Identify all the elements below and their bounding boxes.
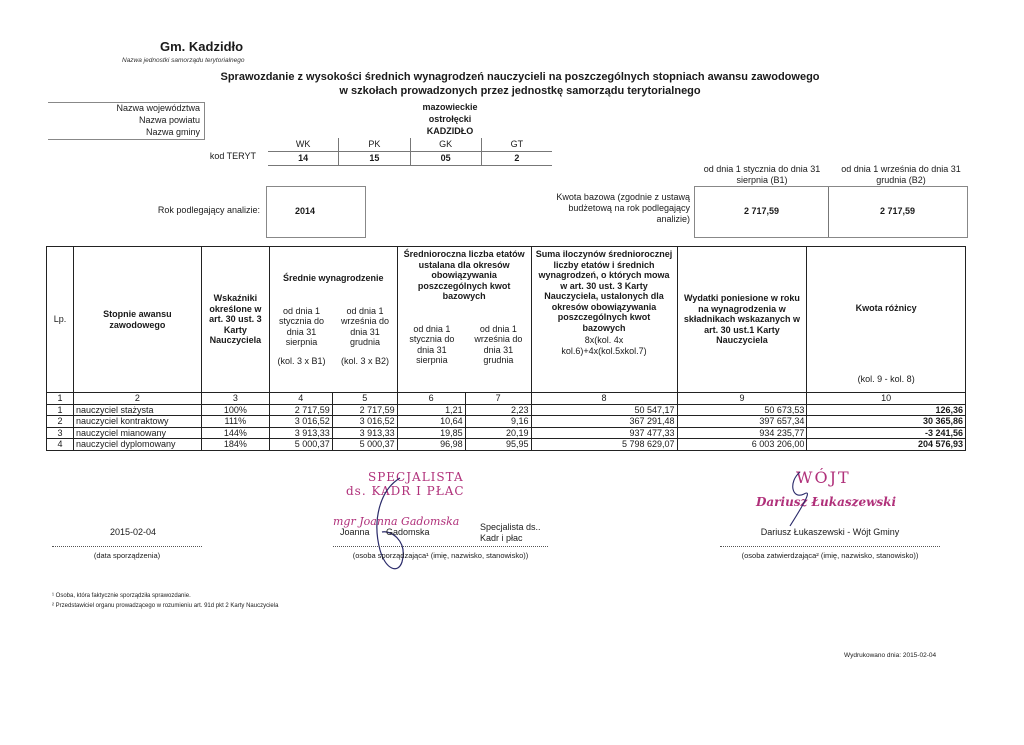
cell-roznica: 126,36	[807, 404, 966, 416]
header-etaty: Średnioroczna liczba etatów ustalana dla okresów obowiązywania poszczególnych kwot bazowych	[403, 249, 525, 301]
header-etaty-group	[397, 247, 531, 393]
cell-wskaznik: 184%	[201, 439, 269, 451]
cell-wydatki: 50 673,53	[677, 404, 807, 416]
table-row	[47, 439, 966, 451]
table-row	[47, 404, 966, 416]
handwritten-signature-icon	[360, 470, 430, 580]
colnum-10: 10	[807, 393, 966, 405]
approver-line	[720, 546, 940, 547]
kwota-bazowa-label: Kwota bazowa (zgodnie z ustawą budżetową na rok podlegający analizie)	[556, 192, 690, 224]
colnum-3: 3	[201, 393, 269, 405]
column-number-row	[47, 393, 966, 405]
header-roznica: Kwota różnicy	[855, 303, 917, 313]
report-title	[150, 70, 890, 98]
header-suma-formula: 8x(kol. 4x kol.6)+4x(kol.5xkol.7)	[561, 335, 647, 356]
cell-suma: 937 477,33	[531, 427, 677, 439]
admin-value-wojewodztwo: mazowieckie	[422, 102, 478, 112]
cell-srednie-b2: 3 016,52	[332, 416, 397, 428]
cell-etaty-b1: 96,98	[397, 439, 465, 451]
teryt-value-pk: 15	[339, 152, 410, 166]
cell-wskaznik: 100%	[201, 404, 269, 416]
header-srednie-b2-kol: (kol. 3 x B2)	[340, 355, 389, 366]
cell-wskaznik: 111%	[201, 416, 269, 428]
cell-etaty-b2: 9,16	[465, 416, 531, 428]
header-srednie-b2-block	[333, 306, 396, 367]
teryt-header-gk: GK	[410, 138, 481, 152]
header-srednie-b1-block	[270, 306, 333, 367]
report-title-line2: w szkołach prowadzonych przez jednostkę samorządu terytorialnego	[339, 85, 701, 97]
cell-lp: 2	[47, 416, 74, 428]
teryt-label: kod TERYT	[209, 151, 256, 161]
cell-roznica: -3 241,56	[807, 427, 966, 439]
teryt-header-gt: GT	[481, 138, 552, 152]
printed-date: Wydrukowano dnia: 2015-02-04	[844, 652, 937, 659]
stamp-wojt-name: Dariusz Łukaszewski	[756, 495, 897, 509]
approver-caption: (osoba zatwierdzająca² (imię, nazwisko, stanowisko))	[741, 551, 919, 560]
cell-wydatki: 934 235,77	[677, 427, 807, 439]
cell-wydatki: 6 003 206,00	[677, 439, 807, 451]
table-row	[47, 427, 966, 439]
colnum-1: 1	[47, 393, 74, 405]
cell-etaty-b1: 1,21	[397, 404, 465, 416]
teryt-value-wk: 14	[268, 152, 339, 166]
cell-stopien: nauczyciel dyplomowany	[73, 439, 201, 451]
kwota-box	[694, 186, 968, 238]
header-roznica-kol: (kol. 9 - kol. 8)	[857, 373, 915, 384]
year-label: Rok podlegający analizie:	[157, 205, 260, 215]
kwota-b1: 2 717,59	[743, 206, 780, 216]
cell-suma: 50 547,17	[531, 404, 677, 416]
period-b1: od dnia 1 stycznia do dnia 31 sierpnia (B1)	[703, 164, 821, 185]
colnum-9: 9	[677, 393, 807, 405]
date-caption: (data sporządzenia)	[93, 551, 161, 560]
header-srednie: Średnie wynagrodzenie	[282, 273, 384, 283]
cell-srednie-b2: 3 913,33	[332, 427, 397, 439]
preparer-caption: (osoba sporządzająca¹ (imię, nazwisko, stanowisko))	[352, 551, 529, 560]
approver-name: Dariusz Łukaszewski - Wójt Gminy	[760, 527, 900, 537]
cell-wydatki: 397 657,34	[677, 416, 807, 428]
header-stopnie: Stopnie awansu zawodowego	[73, 247, 201, 393]
cell-srednie-b1: 2 717,59	[269, 404, 332, 416]
admin-block	[48, 102, 205, 140]
year-box	[266, 186, 366, 238]
admin-label-wojewodztwo: Nazwa województwa	[116, 103, 200, 113]
cell-stopien: nauczyciel mianowany	[73, 427, 201, 439]
admin-value-powiat: ostrołęcki	[428, 114, 472, 124]
cell-srednie-b1: 3 016,52	[269, 416, 332, 428]
report-title-line1: Sprawozdanie z wysokości średnich wynagrodzeń nauczycieli na poszczególnych stopniach awansu zawodowego	[220, 71, 820, 83]
header-wskazniki: Wskaźniki określone w art. 30 ust. 3 Karty Nauczyciela	[201, 247, 269, 393]
teryt-header-wk: WK	[268, 138, 339, 152]
colnum-5: 5	[332, 393, 397, 405]
gmina-subtitle: Nazwa jednostki samorządu terytorialnego	[122, 57, 245, 64]
teryt-header-pk: PK	[339, 138, 410, 152]
cell-lp: 1	[47, 404, 74, 416]
cell-etaty-b2: 20,19	[465, 427, 531, 439]
header-srednie-b1: od dnia 1 stycznia do dnia 31 sierpnia	[279, 305, 325, 347]
stamp-specjalista-signature: mgr Joanna Gadomska	[333, 515, 460, 528]
footnote-1: ¹ Osoba, która faktycznie sporządziła sprawozdanie.	[52, 593, 191, 599]
date-line	[52, 546, 202, 547]
teryt-value-gt: 2	[481, 152, 552, 166]
header-lp: Lp.	[47, 247, 74, 393]
cell-etaty-b1: 19,85	[397, 427, 465, 439]
cell-roznica: 30 365,86	[807, 416, 966, 428]
cell-suma: 367 291,48	[531, 416, 677, 428]
preparer-role: Specjalista ds.. Kadr i płac	[480, 522, 541, 543]
header-suma: Suma iloczynów średniorocznej liczby etatów i średnich wynagrodzeń, o których mowa w art. 30 ust. 3 Karty Nauczyciela, ustalonych dla okresów obowiązywania poszczególnych kwot bazowych	[535, 249, 673, 333]
cell-suma: 5 798 629,07	[531, 439, 677, 451]
cell-etaty-b2: 95,95	[465, 439, 531, 451]
teryt-value-gk: 05	[410, 152, 481, 166]
cell-wskaznik: 144%	[201, 427, 269, 439]
header-suma-block	[531, 247, 677, 393]
cell-stopien: nauczyciel kontraktowy	[73, 416, 201, 428]
stamp-wojt-title: WÓJT	[796, 468, 851, 487]
colnum-4: 4	[269, 393, 332, 405]
cell-srednie-b1: 5 000,37	[269, 439, 332, 451]
colnum-7: 7	[465, 393, 531, 405]
main-table	[46, 246, 966, 451]
cell-srednie-b2: 5 000,37	[332, 439, 397, 451]
period-b2: od dnia 1 września do dnia 31 grudnia (B2)	[841, 164, 961, 185]
admin-label-gmina: Nazwa gminy	[145, 127, 200, 137]
header-wydatki: Wydatki poniesione w roku na wynagrodzenia w składnikach wskazanych w art. 30 ust.1 Karty Nauczyciela	[677, 247, 807, 393]
cell-srednie-b1: 3 913,33	[269, 427, 332, 439]
header-etaty-b2: od dnia 1 września do dnia 31 grudnia	[474, 323, 523, 365]
header-etaty-b1: od dnia 1 stycznia do dnia 31 sierpnia	[409, 323, 455, 365]
admin-value-gmina: KADZIDŁO	[426, 126, 474, 136]
header-srednie-b1-kol: (kol. 3 x B1)	[277, 355, 326, 366]
preparer-line	[333, 546, 548, 547]
cell-stopien: nauczyciel stażysta	[73, 404, 201, 416]
cell-etaty-b1: 10,64	[397, 416, 465, 428]
wojt-signature-icon	[770, 470, 830, 530]
preparer-name: Joanna Gadomska	[340, 527, 430, 537]
stamp-specjalista-line1: SPECJALISTA	[368, 470, 464, 484]
admin-label-powiat: Nazwa powiatu	[138, 115, 200, 125]
table-row	[47, 416, 966, 428]
header-srednie-group	[269, 247, 397, 393]
cell-srednie-b2: 2 717,59	[332, 404, 397, 416]
header-srednie-b2: od dnia 1 września do dnia 31 grudnia	[340, 305, 389, 347]
teryt-table	[268, 138, 552, 166]
kwota-b2: 2 717,59	[879, 206, 916, 216]
cell-etaty-b2: 2,23	[465, 404, 531, 416]
colnum-8: 8	[531, 393, 677, 405]
cell-roznica: 204 576,93	[807, 439, 966, 451]
footnote-2: ² Przedstawiciel organu prowadzącego w rozumieniu art. 91d pkt 2 Karty Nauczyciela	[52, 603, 279, 609]
colnum-6: 6	[397, 393, 465, 405]
report-date: 2015-02-04	[110, 527, 157, 537]
cell-lp: 3	[47, 427, 74, 439]
cell-lp: 4	[47, 439, 74, 451]
colnum-2: 2	[73, 393, 201, 405]
year-value: 2014	[295, 206, 316, 216]
header-roznica-block	[807, 247, 966, 393]
gmina-name: Gm. Kadzidło	[160, 39, 244, 54]
stamp-specjalista-line2: ds. KADR I PŁAC	[346, 484, 465, 498]
